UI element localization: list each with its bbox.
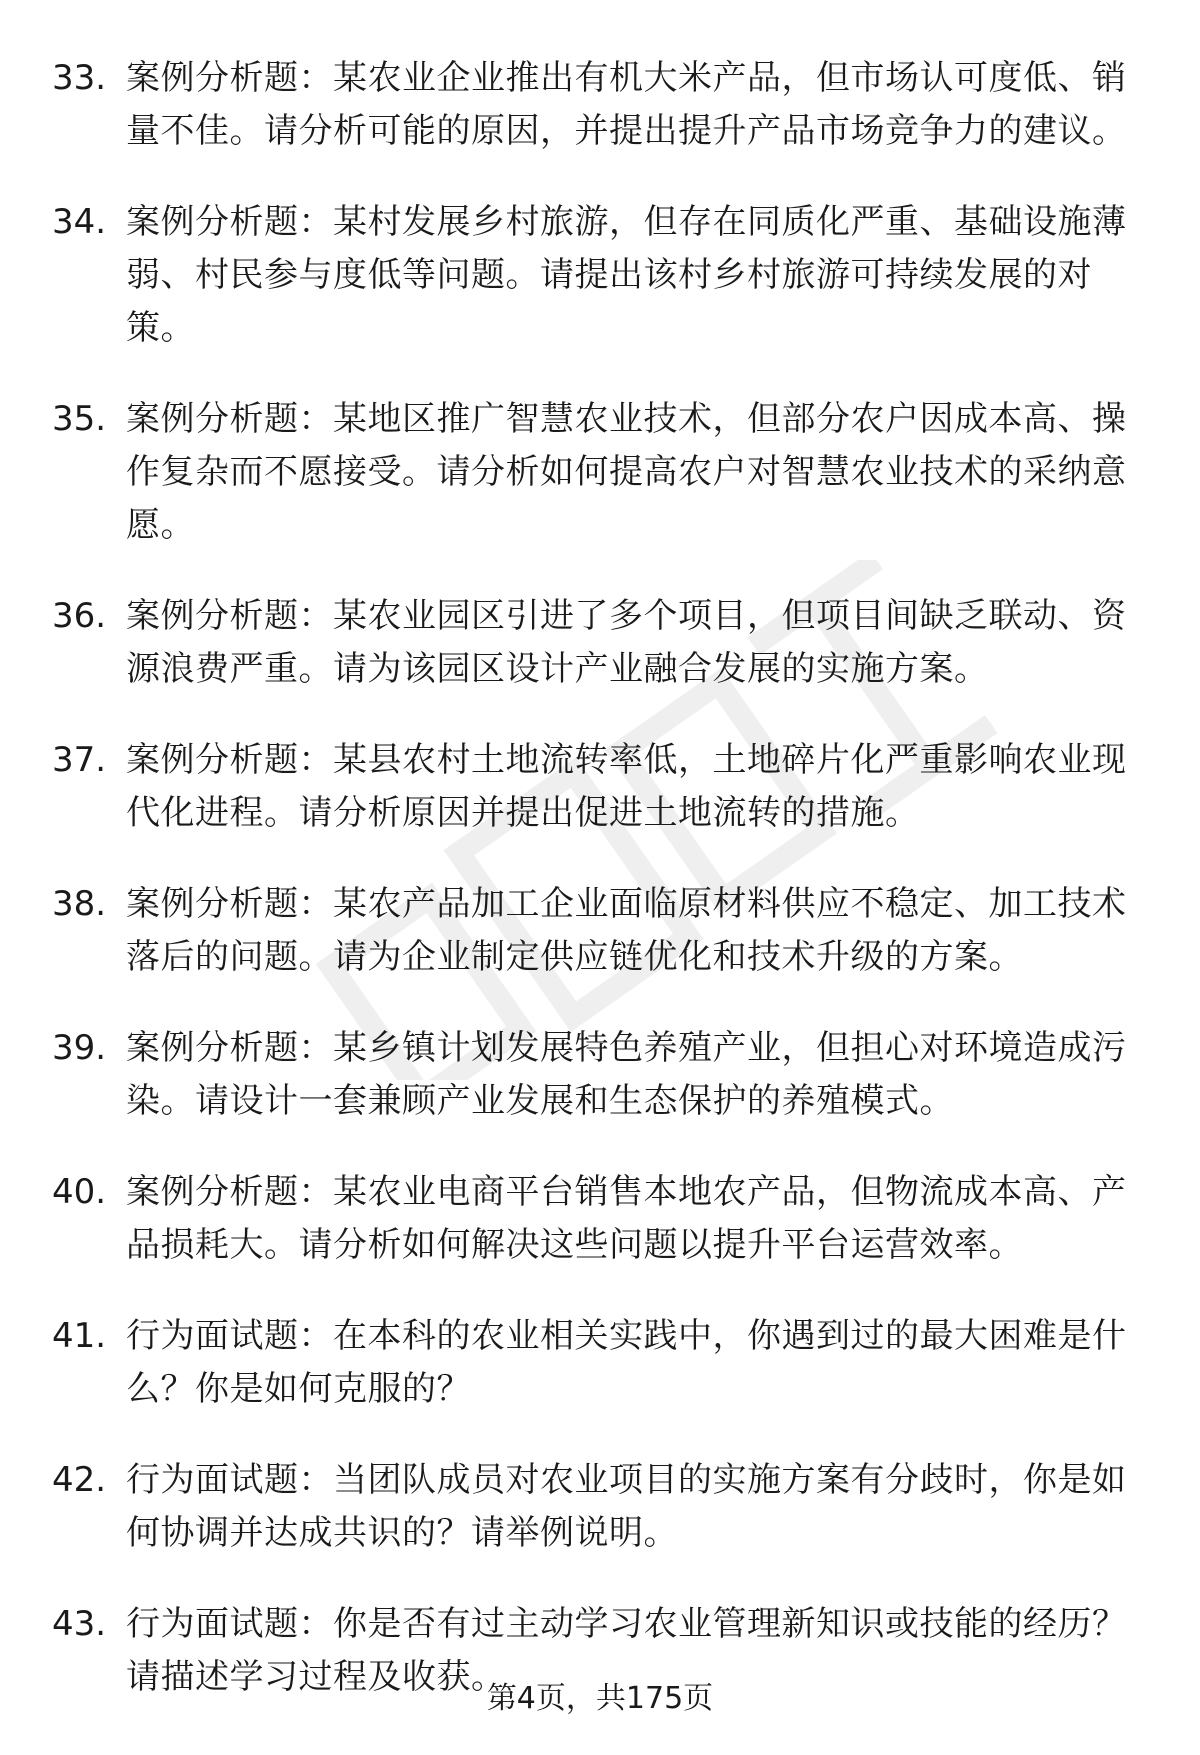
question-item (0, 196, 1200, 355)
question-text: 案例分析题：某农业企业推出有机大米产品，但市场认可度低、销量不佳。请分析可能的原因，并提出提升产品市场竞争力的建议。 (126, 58, 1127, 151)
question-item (0, 1022, 1200, 1128)
question-list (0, 52, 1200, 1742)
question-text: 行为面试题：在本科的农业相关实践中，你遇到过的最大困难是什么？你是如何克服的？ (126, 1316, 1127, 1409)
question-number: 35. (52, 399, 107, 439)
question-number: 36. (52, 596, 107, 636)
question-item (0, 52, 1200, 158)
question-number: 42. (52, 1460, 107, 1500)
question-number: 37. (52, 740, 107, 780)
question-number: 40. (52, 1172, 107, 1212)
page-number-footer: 第4页，共175页 (486, 1681, 714, 1716)
question-text: 案例分析题：某农业电商平台销售本地农产品，但物流成本高、产品损耗大。请分析如何解决这些问题以提升平台运营效率。 (126, 1172, 1127, 1265)
question-number: 33. (52, 58, 107, 98)
question-number: 39. (52, 1028, 107, 1068)
question-text: 行为面试题：你是否有过主动学习农业管理新知识或技能的经历？请描述学习过程及收获。 (126, 1604, 1127, 1697)
question-item (0, 1166, 1200, 1272)
question-text: 案例分析题：某农业园区引进了多个项目，但项目间缺乏联动、资源浪费严重。请为该园区设计产业融合发展的实施方案。 (126, 596, 1127, 689)
question-item (0, 734, 1200, 840)
question-text: 案例分析题：某乡镇计划发展特色养殖产业，但担心对环境造成污染。请设计一套兼顾产业发展和生态保护的养殖模式。 (126, 1028, 1127, 1121)
question-number: 41. (52, 1316, 107, 1356)
question-item (0, 878, 1200, 984)
question-number: 38. (52, 884, 107, 924)
question-item (0, 1310, 1200, 1416)
question-text: 行为面试题：当团队成员对农业项目的实施方案有分歧时，你是如何协调并达成共识的？请举例说明。 (126, 1460, 1127, 1553)
question-text: 案例分析题：某县农村土地流转率低，土地碎片化严重影响农业现代化进程。请分析原因并提出促进土地流转的措施。 (126, 740, 1127, 833)
question-item (0, 1454, 1200, 1560)
question-text: 案例分析题：某农产品加工企业面临原材料供应不稳定、加工技术落后的问题。请为企业制定供应链优化和技术升级的方案。 (126, 884, 1127, 977)
question-number: 34. (52, 202, 107, 242)
question-number: 43. (52, 1604, 107, 1644)
question-item (0, 590, 1200, 696)
question-item (0, 393, 1200, 552)
question-text: 案例分析题：某地区推广智慧农业技术，但部分农户因成本高、操作复杂而不愿接受。请分析如何提高农户对智慧农业技术的采纳意愿。 (126, 399, 1127, 545)
question-text: 案例分析题：某村发展乡村旅游，但存在同质化严重、基础设施薄弱、村民参与度低等问题。请提出该村乡村旅游可持续发展的对策。 (126, 202, 1127, 348)
